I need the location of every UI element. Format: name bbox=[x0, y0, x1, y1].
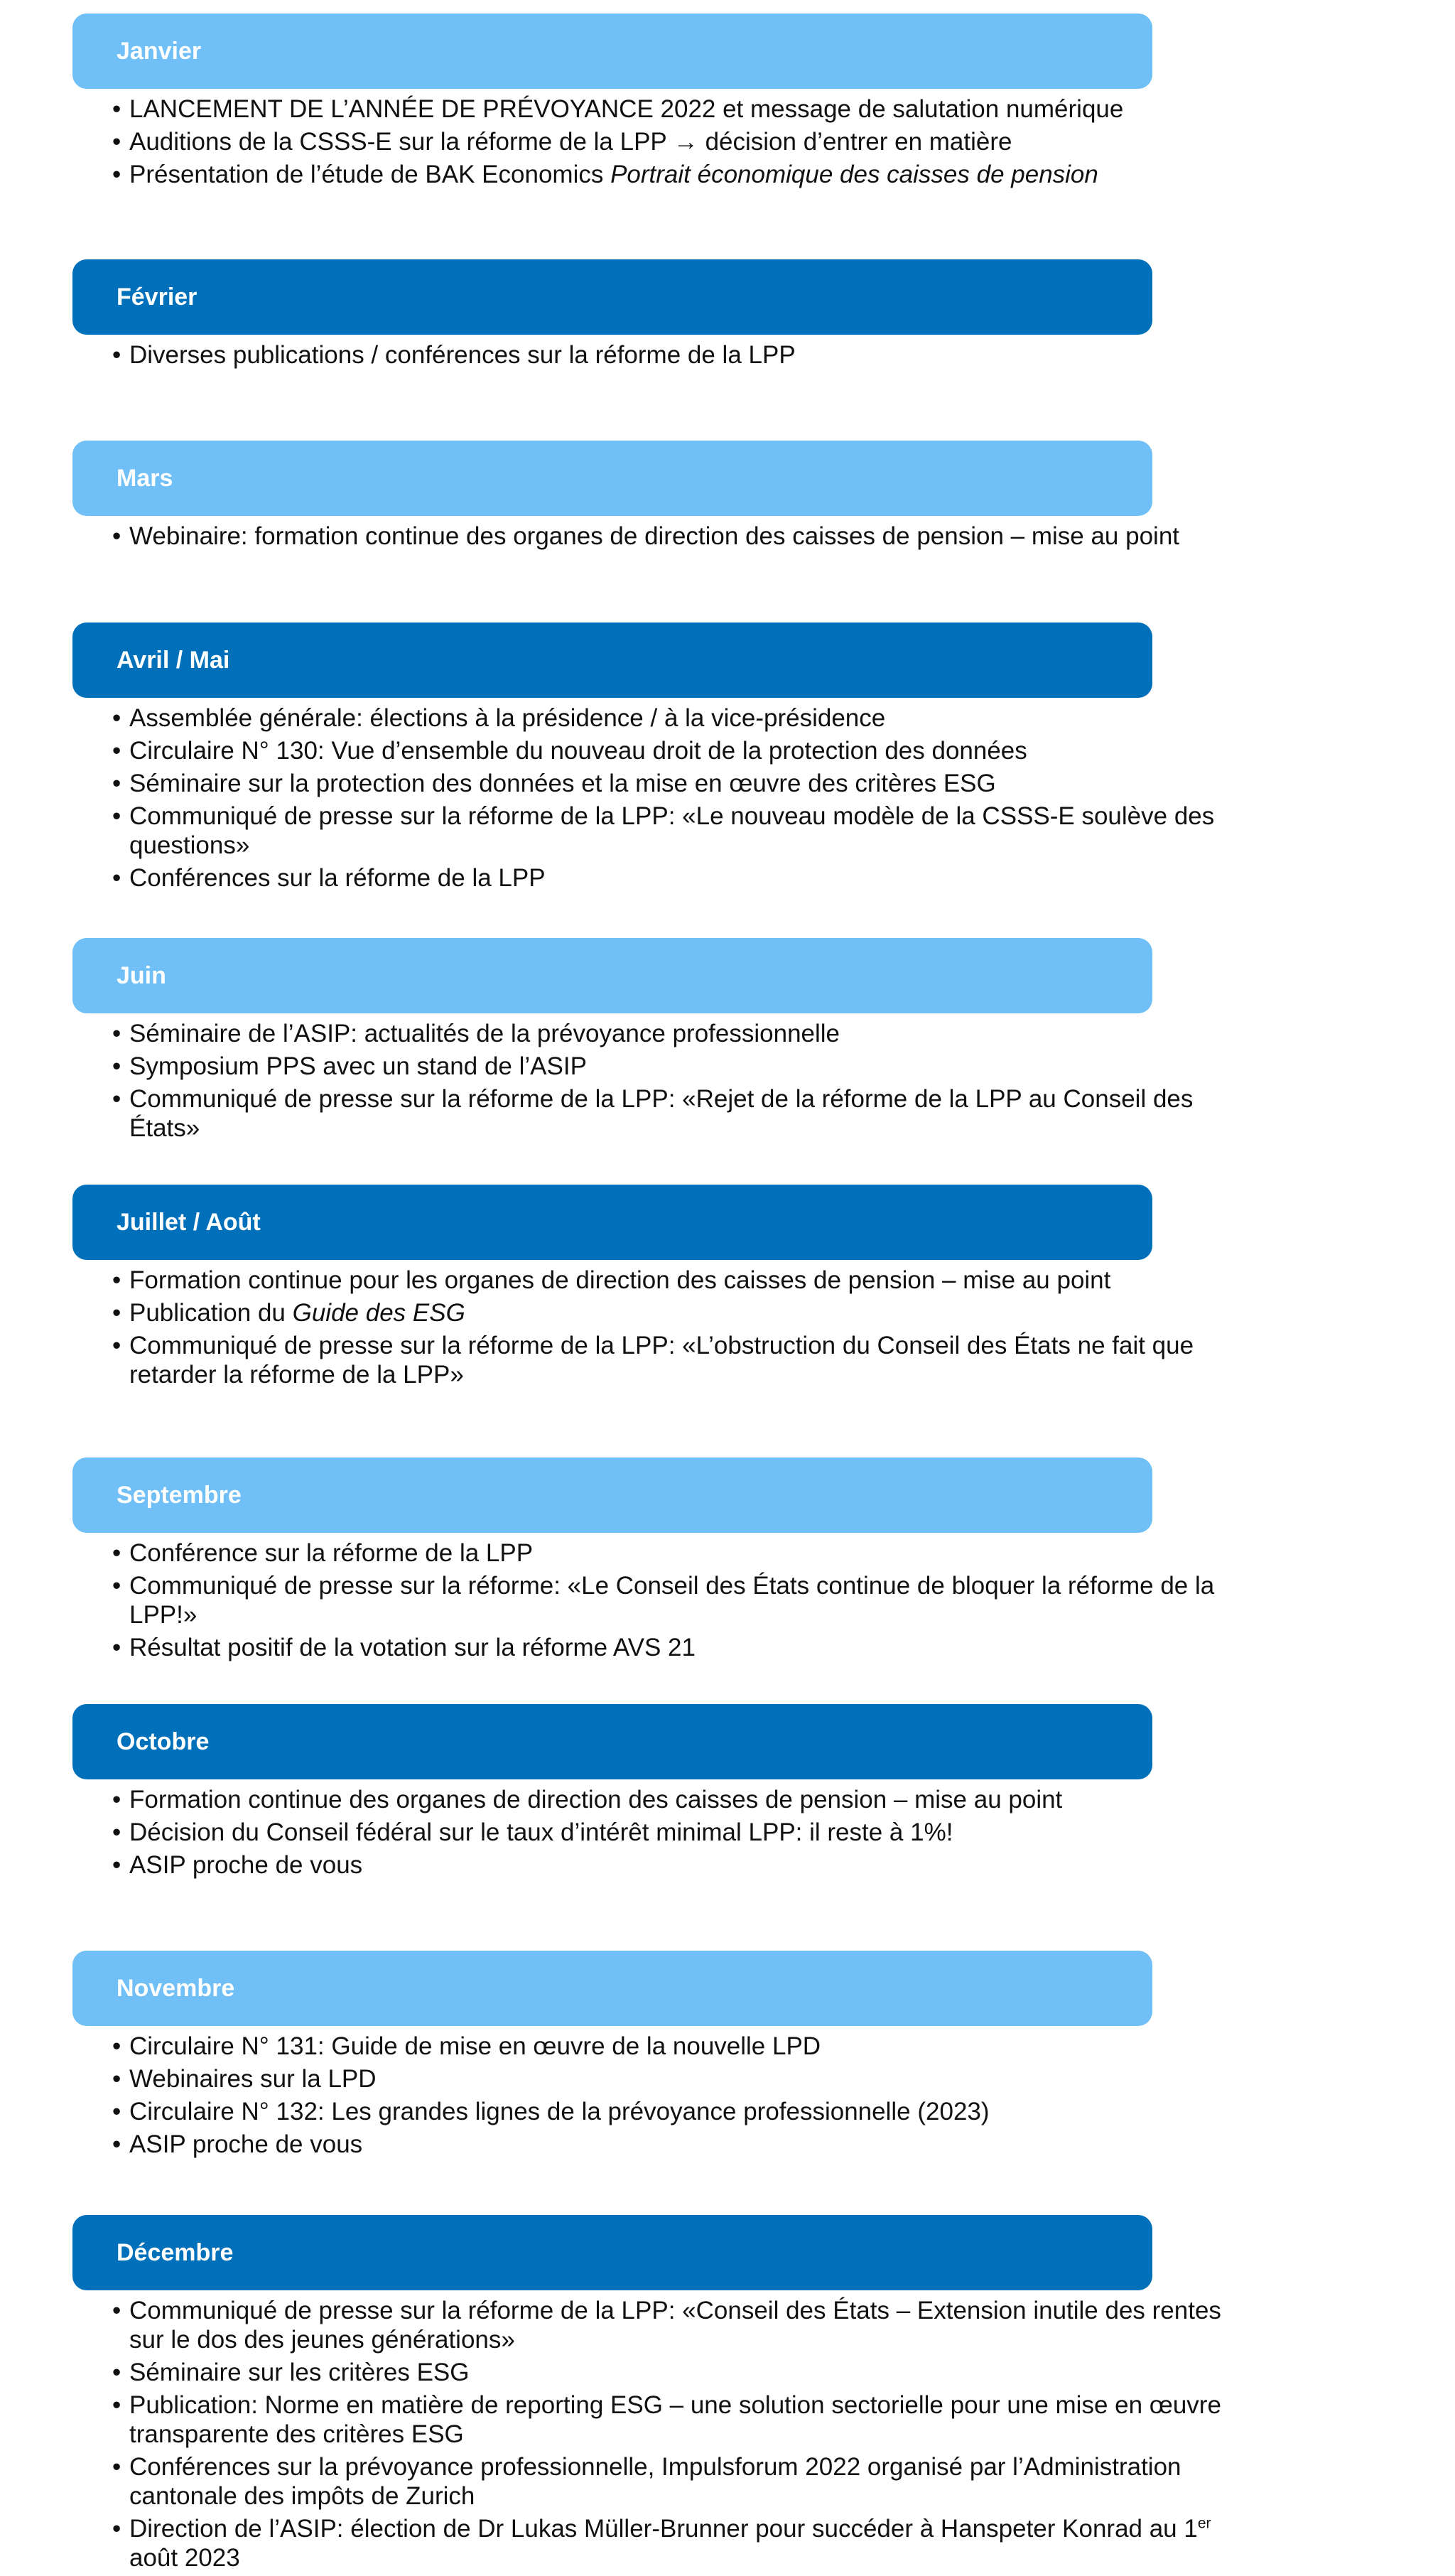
list-item: • Formation continue des organes de direction des caisses de pension – mise au point bbox=[72, 1785, 1223, 1814]
list-item: • ASIP proche de vous bbox=[72, 1850, 1223, 1880]
list-item: • Décision du Conseil fédéral sur le taux d’intérêt minimal LPP: il reste à 1%! bbox=[72, 1818, 1223, 1847]
list-item: • Formation continue pour les organes de direction des caisses de pension – mise au point bbox=[72, 1266, 1223, 1295]
list-item: • Publication: Norme en matière de reporting ESG – une solution sectorielle pour une mise en œuvre transparente des critères ESG bbox=[72, 2391, 1223, 2449]
event-list bbox=[72, 1538, 1223, 1662]
list-item: • Circulaire N° 132: Les grandes lignes de la prévoyance professionnelle (2023) bbox=[72, 2097, 1223, 2126]
event-list bbox=[72, 1019, 1223, 1143]
event-list bbox=[72, 1266, 1223, 1389]
list-item: • Séminaire sur la protection des données et la mise en œuvre des critères ESG bbox=[72, 769, 1223, 798]
month-title: Juillet / Août bbox=[117, 1208, 261, 1236]
month-section-fevrier bbox=[72, 259, 1223, 373]
month-header bbox=[72, 441, 1152, 516]
month-header bbox=[72, 259, 1152, 335]
list-item: • Circulaire N° 131: Guide de mise en œuvre de la nouvelle LPD bbox=[72, 2032, 1223, 2061]
list-item: • Séminaire de l’ASIP: actualités de la prévoyance professionnelle bbox=[72, 1019, 1223, 1048]
list-item: • Communiqué de presse sur la réforme de la LPP: «Conseil des États – Extension inutile des rentes sur le dos des jeunes générations» bbox=[72, 2296, 1223, 2354]
month-header bbox=[72, 1185, 1152, 1260]
month-section-juin bbox=[72, 938, 1223, 1146]
list-item: • Séminaire sur les critères ESG bbox=[72, 2358, 1223, 2387]
list-item: • LANCEMENT DE L’ANNÉE DE PRÉVOYANCE 2022 et message de salutation numérique bbox=[72, 95, 1223, 124]
month-section-octobre bbox=[72, 1704, 1223, 1883]
month-title: Avril / Mai bbox=[117, 646, 230, 674]
month-header bbox=[72, 14, 1152, 89]
event-list bbox=[72, 340, 1223, 370]
month-header bbox=[72, 1457, 1152, 1533]
month-section-mars bbox=[72, 441, 1223, 554]
list-item: • Communiqué de presse sur la réforme de la LPP: «Rejet de la réforme de la LPP au Conseil des États» bbox=[72, 1084, 1223, 1143]
list-item: • Circulaire N° 130: Vue d’ensemble du nouveau droit de la protection des données bbox=[72, 736, 1223, 765]
event-list bbox=[72, 1785, 1223, 1880]
month-title: Janvier bbox=[117, 37, 202, 65]
month-section-novembre bbox=[72, 1951, 1223, 2162]
event-list bbox=[72, 95, 1223, 189]
list-item: • Conférences sur la réforme de la LPP bbox=[72, 863, 1223, 893]
list-item: • Communiqué de presse sur la réforme de la LPP: «L’obstruction du Conseil des États ne fait que retarder la réforme de la LPP» bbox=[72, 1331, 1223, 1389]
list-item: • Présentation de l’étude de BAK Economics Portrait économique des caisses de pension bbox=[72, 160, 1223, 189]
list-item: • Assemblée générale: élections à la présidence / à la vice-présidence bbox=[72, 704, 1223, 733]
list-item: • Diverses publications / conférences sur la réforme de la LPP bbox=[72, 340, 1223, 370]
list-item: • Auditions de la CSSS-E sur la réforme de la LPP → décision d’entrer en matière bbox=[72, 127, 1223, 156]
month-section-septembre bbox=[72, 1457, 1223, 1666]
event-list bbox=[72, 522, 1223, 551]
month-header bbox=[72, 938, 1152, 1013]
list-item: • Webinaires sur la LPD bbox=[72, 2064, 1223, 2093]
list-item: • Webinaire: formation continue des organes de direction des caisses de pension – mise au point bbox=[72, 522, 1223, 551]
month-section-decembre bbox=[72, 2215, 1223, 2576]
list-item: • Résultat positif de la votation sur la réforme AVS 21 bbox=[72, 1633, 1223, 1662]
month-section-avril-mai bbox=[72, 623, 1223, 896]
month-title: Juin bbox=[117, 961, 166, 989]
month-section-janvier bbox=[72, 14, 1223, 193]
list-item: • Communiqué de presse sur la réforme de la LPP: «Le nouveau modèle de la CSSS-E soulève des questions» bbox=[72, 802, 1223, 860]
month-title: Décembre bbox=[117, 2238, 234, 2266]
month-title: Mars bbox=[117, 464, 173, 492]
list-item: • Direction de l’ASIP: élection de Dr Lukas Müller-Brunner pour succéder à Hanspeter Konrad au 1er août 2023 bbox=[72, 2514, 1223, 2572]
event-list bbox=[72, 2296, 1223, 2572]
list-item: • ASIP proche de vous bbox=[72, 2130, 1223, 2159]
month-header bbox=[72, 2215, 1152, 2290]
month-title: Octobre bbox=[117, 1728, 210, 1755]
list-item: • Communiqué de presse sur la réforme: «Le Conseil des États continue de bloquer la réforme de la LPP!» bbox=[72, 1571, 1223, 1629]
list-item: • Symposium PPS avec un stand de l’ASIP bbox=[72, 1052, 1223, 1081]
month-header bbox=[72, 623, 1152, 698]
event-list bbox=[72, 704, 1223, 893]
event-list bbox=[72, 2032, 1223, 2159]
month-title: Novembre bbox=[117, 1974, 235, 2002]
list-item: • Conférence sur la réforme de la LPP bbox=[72, 1538, 1223, 1568]
month-title: Septembre bbox=[117, 1481, 242, 1509]
list-item: • Publication du Guide des ESG bbox=[72, 1298, 1223, 1327]
month-header bbox=[72, 1951, 1152, 2026]
month-title: Février bbox=[117, 283, 198, 311]
month-section-juillet-aout bbox=[72, 1185, 1223, 1393]
list-item: • Conférences sur la prévoyance professionnelle, Impulsforum 2022 organisé par l’Administration cantonale des impôts de Zurich bbox=[72, 2452, 1223, 2511]
month-header bbox=[72, 1704, 1152, 1779]
